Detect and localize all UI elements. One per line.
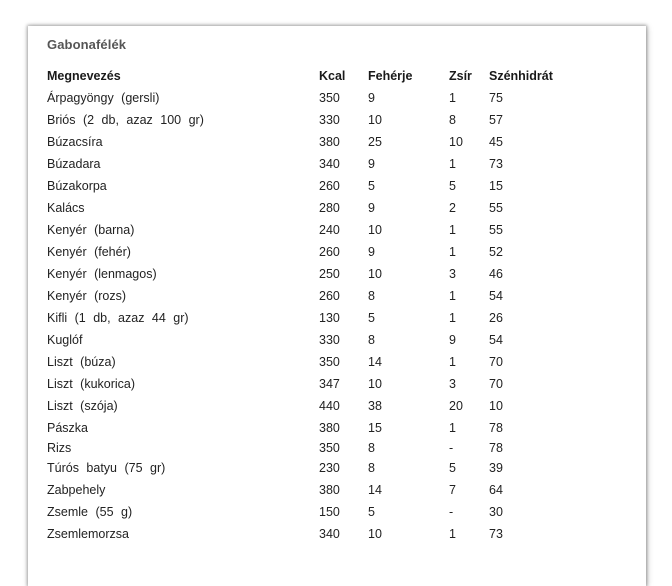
table-row: [47, 175, 569, 197]
cell-szenhidrat: 55: [489, 223, 503, 237]
cell-feherje: 25: [368, 135, 382, 149]
cell-feherje: 14: [368, 483, 382, 497]
cell-name: Briós (2 db, azaz 100 gr): [47, 113, 204, 127]
table-row: [47, 219, 569, 241]
cell-name: Zsemle (55 g): [47, 505, 133, 519]
cell-name: Kenyér (fehér): [47, 245, 131, 259]
cell-zsir: 7: [449, 483, 456, 497]
cell-name: Zabpehely: [47, 483, 106, 497]
cell-szenhidrat: 26: [489, 311, 503, 325]
table-row: [47, 351, 569, 373]
cell-szenhidrat: 45: [489, 135, 503, 149]
cell-kcal: 440: [319, 399, 340, 413]
cell-szenhidrat: 39: [489, 461, 503, 475]
cell-szenhidrat: 57: [489, 113, 503, 127]
cell-name: Kenyér (rozs): [47, 289, 127, 303]
table-row: [47, 329, 569, 351]
cell-feherje: 5: [368, 505, 375, 519]
cell-kcal: 240: [319, 223, 340, 237]
cell-kcal: 350: [319, 91, 340, 105]
cell-feherje: 10: [368, 223, 382, 237]
table-row: [47, 87, 569, 109]
cell-name: Búzadara: [47, 157, 101, 171]
cell-zsir: 1: [449, 311, 456, 325]
table-row: [47, 241, 569, 263]
header-name: Megnevezés: [47, 69, 121, 83]
cell-feherje: 15: [368, 421, 382, 435]
cell-kcal: 260: [319, 289, 340, 303]
table-body: [47, 87, 569, 545]
cell-zsir: 1: [449, 355, 456, 369]
cell-zsir: 10: [449, 135, 463, 149]
cell-kcal: 340: [319, 157, 340, 171]
table-row: [47, 417, 569, 439]
table-row: [47, 109, 569, 131]
cell-feherje: 5: [368, 179, 375, 193]
content-panel: [28, 26, 646, 586]
cell-zsir: 8: [449, 113, 456, 127]
cell-kcal: 380: [319, 135, 340, 149]
table-row: [47, 285, 569, 307]
table-row: [47, 263, 569, 285]
cell-name: Kuglóf: [47, 333, 83, 347]
cell-feherje: 8: [368, 441, 375, 455]
cell-feherje: 38: [368, 399, 382, 413]
cell-kcal: 280: [319, 201, 340, 215]
cell-zsir: 1: [449, 421, 456, 435]
header-feherje: Fehérje: [368, 69, 413, 83]
cell-szenhidrat: 64: [489, 483, 503, 497]
cell-zsir: 1: [449, 289, 456, 303]
cell-zsir: 1: [449, 157, 456, 171]
cell-name: Rizs: [47, 441, 72, 455]
cell-feherje: 8: [368, 289, 375, 303]
table-row: [47, 197, 569, 219]
cell-zsir: 5: [449, 461, 456, 475]
cell-zsir: -: [449, 505, 454, 519]
cell-feherje: 9: [368, 245, 375, 259]
table-row: [47, 457, 569, 479]
cell-zsir: 1: [449, 245, 456, 259]
table-row: [47, 501, 569, 523]
cell-feherje: 8: [368, 333, 375, 347]
cell-feherje: 9: [368, 157, 375, 171]
table-row: [47, 395, 569, 417]
table-header-row: [47, 65, 569, 87]
cell-szenhidrat: 73: [489, 157, 503, 171]
cell-feherje: 14: [368, 355, 382, 369]
cell-name: Búzacsíra: [47, 135, 103, 149]
cell-kcal: 260: [319, 245, 340, 259]
cell-szenhidrat: 70: [489, 377, 503, 391]
cell-name: Zsemlemorzsa: [47, 527, 129, 541]
cell-name: Kalács: [47, 201, 85, 215]
cell-kcal: 260: [319, 179, 340, 193]
cell-zsir: 3: [449, 267, 456, 281]
cell-szenhidrat: 30: [489, 505, 503, 519]
cell-feherje: 10: [368, 377, 382, 391]
cell-feherje: 10: [368, 113, 382, 127]
cell-kcal: 347: [319, 377, 340, 391]
cell-kcal: 380: [319, 421, 340, 435]
cell-name: Liszt (szója): [47, 399, 118, 413]
cell-name: Kenyér (barna): [47, 223, 135, 237]
table-row: [47, 479, 569, 501]
header-szenhidrat: Szénhidrát: [489, 69, 553, 83]
cell-zsir: -: [449, 441, 454, 455]
cell-feherje: 10: [368, 267, 382, 281]
cell-name: Pászka: [47, 421, 88, 435]
cell-szenhidrat: 10: [489, 399, 503, 413]
cell-feherje: 10: [368, 527, 382, 541]
cell-zsir: 5: [449, 179, 456, 193]
section-title: Gabonafélék: [47, 37, 127, 52]
cell-kcal: 230: [319, 461, 340, 475]
table-row: [47, 131, 569, 153]
cell-szenhidrat: 15: [489, 179, 503, 193]
cell-zsir: 1: [449, 527, 456, 541]
cell-szenhidrat: 78: [489, 421, 503, 435]
cell-szenhidrat: 70: [489, 355, 503, 369]
cell-name: Liszt (búza): [47, 355, 116, 369]
cell-zsir: 1: [449, 223, 456, 237]
cell-szenhidrat: 52: [489, 245, 503, 259]
nutrition-table: [47, 65, 569, 545]
cell-zsir: 9: [449, 333, 456, 347]
table-row: [47, 439, 569, 457]
cell-name: Búzakorpa: [47, 179, 107, 193]
cell-szenhidrat: 46: [489, 267, 503, 281]
cell-kcal: 380: [319, 483, 340, 497]
cell-szenhidrat: 73: [489, 527, 503, 541]
table-row: [47, 523, 569, 545]
table-row: [47, 153, 569, 175]
cell-zsir: 2: [449, 201, 456, 215]
cell-szenhidrat: 54: [489, 333, 503, 347]
cell-kcal: 150: [319, 505, 340, 519]
cell-name: Kifli (1 db, azaz 44 gr): [47, 311, 189, 325]
cell-name: Kenyér (lenmagos): [47, 267, 157, 281]
cell-name: Árpagyöngy (gersli): [47, 91, 160, 105]
cell-zsir: 20: [449, 399, 463, 413]
cell-feherje: 8: [368, 461, 375, 475]
cell-feherje: 5: [368, 311, 375, 325]
cell-feherje: 9: [368, 201, 375, 215]
cell-kcal: 130: [319, 311, 340, 325]
cell-kcal: 250: [319, 267, 340, 281]
cell-name: Liszt (kukorica): [47, 377, 136, 391]
cell-szenhidrat: 75: [489, 91, 503, 105]
table-row: [47, 307, 569, 329]
cell-szenhidrat: 78: [489, 441, 503, 455]
cell-szenhidrat: 55: [489, 201, 503, 215]
table-row: [47, 373, 569, 395]
header-zsir: Zsír: [449, 69, 472, 83]
cell-kcal: 330: [319, 113, 340, 127]
cell-kcal: 340: [319, 527, 340, 541]
cell-zsir: 3: [449, 377, 456, 391]
cell-feherje: 9: [368, 91, 375, 105]
cell-kcal: 350: [319, 355, 340, 369]
cell-szenhidrat: 54: [489, 289, 503, 303]
header-kcal: Kcal: [319, 69, 346, 83]
cell-name: Túrós batyu (75 gr): [47, 461, 166, 475]
cell-kcal: 330: [319, 333, 340, 347]
cell-zsir: 1: [449, 91, 456, 105]
cell-kcal: 350: [319, 441, 340, 455]
